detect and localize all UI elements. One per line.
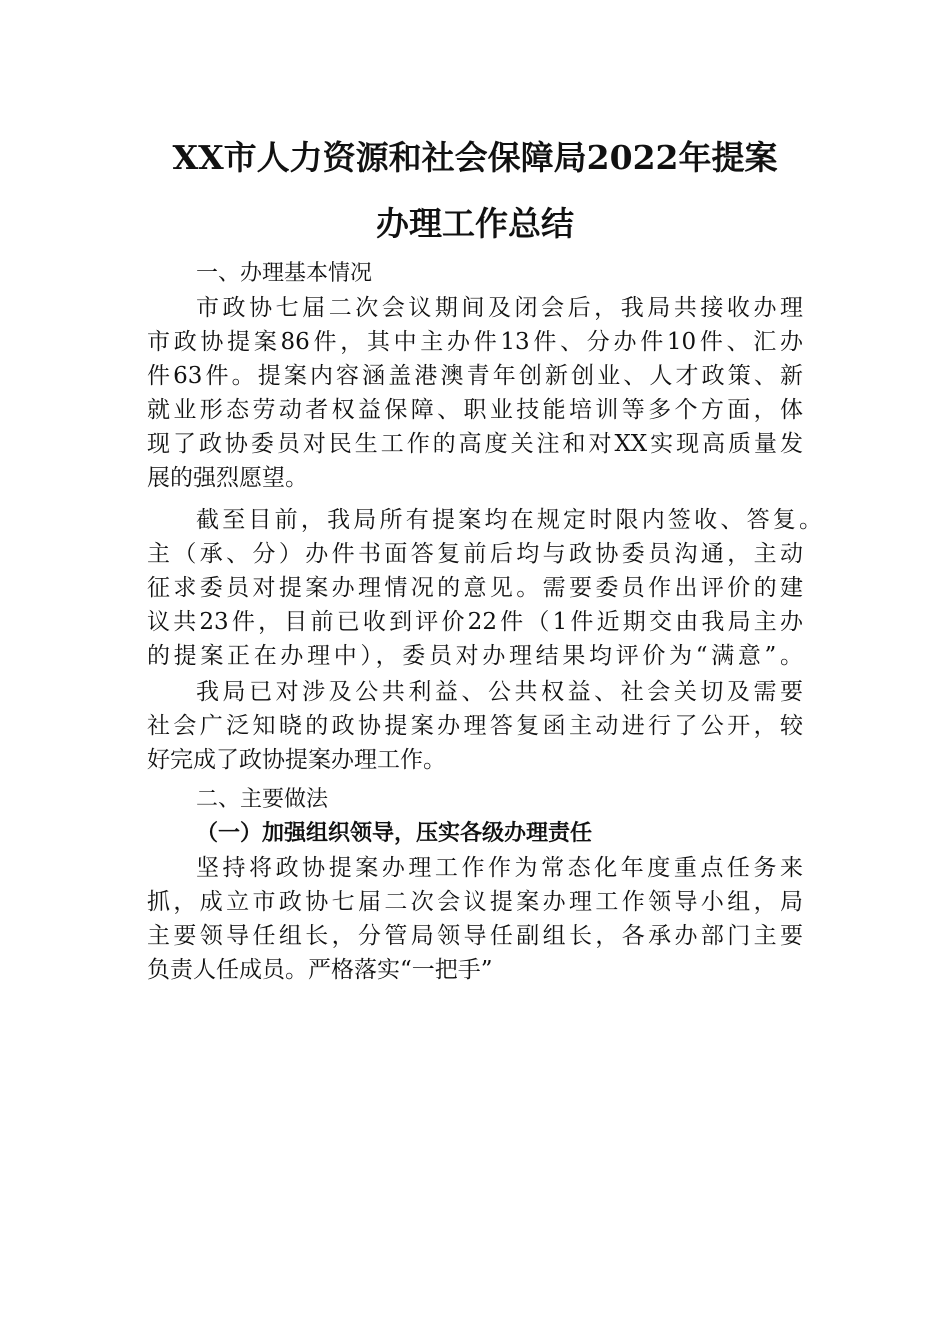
paragraph-line: 就业形态劳动者权益保障、职业技能培训等多个方面，体 <box>147 397 803 423</box>
section-heading-basic-situation: 一、办理基本情况 <box>196 261 373 286</box>
paragraph-line: 负责人任成员。严格落实“一把手” <box>147 957 493 983</box>
paragraph-line: 抓，成立市政协七届二次会议提案办理工作领导小组，局 <box>147 889 803 915</box>
document-title-line-2: 办理工作总结 <box>376 204 574 243</box>
paragraph-line: 件63件。提案内容涵盖港澳青年创新创业、人才政策、新 <box>147 363 803 389</box>
subsection-heading-organization: （一）加强组织领导，压实各级办理责任 <box>196 821 593 846</box>
paragraph-line: 现了政协委员对民生工作的高度关注和对XX实现高质量发 <box>147 431 803 457</box>
section-heading-main-practices: 二、主要做法 <box>196 787 329 812</box>
paragraph-line: 好完成了政协提案办理工作。 <box>147 747 446 773</box>
paragraph-line: 展的强烈愿望。 <box>147 465 308 491</box>
document-title-line-1: XX市人力资源和社会保障局2022年提案 <box>172 138 778 177</box>
paragraph-line: 市政协提案86件，其中主办件13件、分办件10件、汇办 <box>147 329 803 355</box>
paragraph-line: 的提案正在办理中），委员对办理结果均评价为“满意”。 <box>147 643 803 669</box>
paragraph-line: 主（承、分）办件书面答复前后均与政协委员沟通，主动 <box>147 541 803 567</box>
paragraph-line: 我局已对涉及公共利益、公共权益、社会关切及需要 <box>196 679 803 705</box>
paragraph-line: 坚持将政协提案办理工作作为常态化年度重点任务来 <box>196 855 803 881</box>
paragraph-line: 主要领导任组长，分管局领导任副组长，各承办部门主要 <box>147 923 803 949</box>
paragraph-line: 截至目前，我局所有提案均在规定时限内签收、答复。 <box>196 507 822 533</box>
paragraph-line: 市政协七届二次会议期间及闭会后，我局共接收办理 <box>196 295 803 321</box>
paragraph-line: 议共23件，目前已收到评价22件（1件近期交由我局主办 <box>147 609 803 635</box>
paragraph-line: 社会广泛知晓的政协提案办理答复函主动进行了公开，较 <box>147 713 803 739</box>
paragraph-line: 征求委员对提案办理情况的意见。需要委员作出评价的建 <box>147 575 803 601</box>
